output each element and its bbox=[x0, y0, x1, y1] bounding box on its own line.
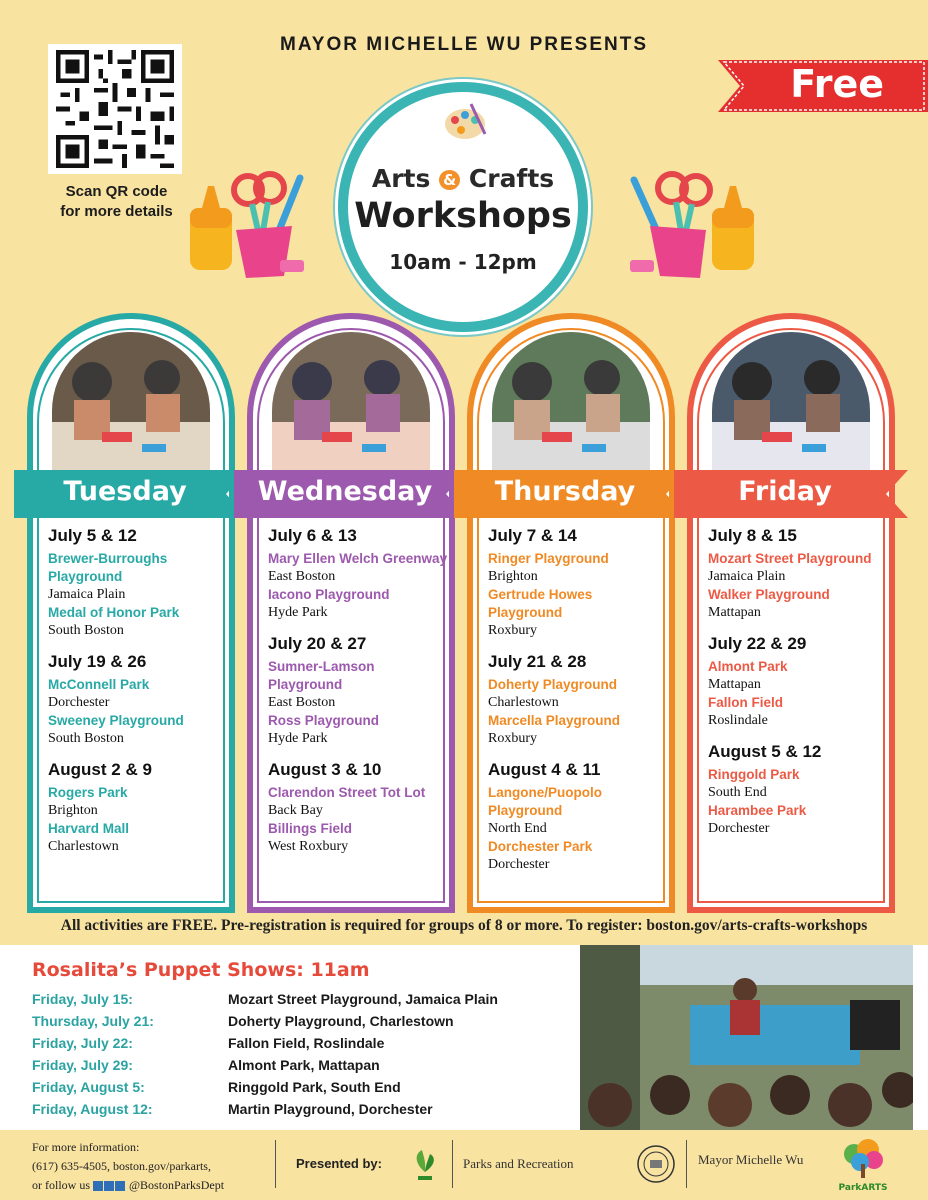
instagram-icon[interactable] bbox=[104, 1181, 114, 1191]
venue-name: Mary Ellen Welch Greenway bbox=[268, 551, 448, 566]
registration-notice: All activities are FREE. Pre-registration is required for groups of 8 or more. To register: boston.gov/arts-crafts-workshops bbox=[60, 917, 868, 934]
puppet-show-place: Martin Playground, Dorchester bbox=[228, 1101, 433, 1117]
badge-arts-text: Arts bbox=[371, 164, 431, 193]
puppet-show-date: Friday, August 5: bbox=[32, 1079, 145, 1095]
date-heading: July 20 & 27 bbox=[268, 634, 367, 653]
puppet-shows-section bbox=[0, 945, 928, 1130]
puppet-show-date: Friday, August 12: bbox=[32, 1101, 153, 1117]
info-line-1: For more information: bbox=[32, 1140, 140, 1154]
venue-name: Medal of Honor Park bbox=[48, 605, 180, 620]
badge-workshops-text: Workshops bbox=[354, 196, 572, 236]
day-column-thursday bbox=[466, 312, 676, 914]
workshop-badge bbox=[338, 82, 588, 332]
neighborhood: Roslindale bbox=[708, 713, 768, 728]
venue-name: Ringgold Park bbox=[708, 767, 800, 782]
workshop-photo bbox=[712, 332, 870, 482]
page-title: MAYOR MICHELLE WU PRESENTS bbox=[280, 34, 648, 55]
neighborhood: Dorchester bbox=[488, 857, 550, 872]
neighborhood: Mattapan bbox=[708, 677, 761, 692]
free-label: Free bbox=[790, 62, 884, 106]
neighborhood: East Boston bbox=[268, 569, 336, 584]
contact-info bbox=[32, 1138, 224, 1195]
date-heading: July 6 & 13 bbox=[268, 526, 357, 545]
neighborhood: Roxbury bbox=[488, 731, 537, 746]
day-column-wednesday bbox=[246, 312, 456, 914]
venue-name: Walker Playground bbox=[708, 587, 830, 602]
neighborhood: East Boston bbox=[268, 695, 336, 710]
neighborhood: Jamaica Plain bbox=[708, 569, 786, 584]
parks-logo-icon bbox=[410, 1144, 440, 1186]
footer bbox=[0, 1130, 928, 1200]
venue-name: Sumner-Lamson Playground bbox=[268, 659, 375, 692]
schedule-list bbox=[708, 526, 890, 838]
qr-code[interactable] bbox=[48, 44, 182, 174]
venue-name: Rogers Park bbox=[48, 785, 128, 800]
puppet-show-date: Friday, July 29: bbox=[32, 1057, 133, 1073]
neighborhood: North End bbox=[488, 821, 547, 836]
puppet-show-place: Almont Park, Mattapan bbox=[228, 1057, 380, 1073]
puppet-show-place: Mozart Street Playground, Jamaica Plain bbox=[228, 991, 498, 1007]
venue-name: Almont Park bbox=[708, 659, 788, 674]
date-heading: August 5 & 12 bbox=[708, 742, 822, 761]
badge-title-arts-crafts bbox=[348, 164, 578, 193]
puppet-show-photo bbox=[580, 945, 913, 1130]
day-column-friday bbox=[686, 312, 896, 914]
neighborhood: Dorchester bbox=[708, 821, 770, 836]
qr-caption bbox=[44, 182, 189, 222]
venue-name: Harvard Mall bbox=[48, 821, 130, 836]
neighborhood: South End bbox=[708, 785, 767, 800]
date-heading: July 22 & 29 bbox=[708, 634, 807, 653]
day-label: Wednesday bbox=[257, 476, 433, 507]
neighborhood: Charlestown bbox=[48, 839, 119, 854]
qr-caption-line2: for more details bbox=[60, 203, 173, 220]
workshop-photo bbox=[52, 332, 210, 482]
date-heading: July 19 & 26 bbox=[48, 652, 147, 671]
day-column-tuesday bbox=[26, 312, 236, 914]
schedule-list bbox=[488, 526, 670, 874]
qr-caption-line1: Scan QR code bbox=[65, 183, 168, 200]
neighborhood: South Boston bbox=[48, 623, 124, 638]
info-line-3 bbox=[32, 1176, 224, 1195]
neighborhood: Mattapan bbox=[708, 605, 761, 620]
neighborhood: Charlestown bbox=[488, 695, 559, 710]
divider bbox=[686, 1140, 687, 1188]
palette-icon bbox=[441, 100, 491, 142]
date-heading: August 4 & 11 bbox=[488, 760, 601, 779]
parkarts-logo bbox=[838, 1138, 888, 1194]
venue-name: Fallon Field bbox=[708, 695, 784, 710]
venue-name: Sweeney Playground bbox=[48, 713, 184, 728]
venue-name: Gertrude Howes Playground bbox=[488, 587, 593, 620]
twitter-icon[interactable] bbox=[115, 1181, 125, 1191]
venue-name: Harambee Park bbox=[708, 803, 807, 818]
craft-supplies-right-icon bbox=[620, 168, 765, 283]
day-label: Friday bbox=[738, 476, 832, 507]
day-label: Tuesday bbox=[63, 476, 187, 507]
divider bbox=[275, 1140, 276, 1188]
badge-ampersand: & bbox=[439, 170, 460, 190]
neighborhood: Dorchester bbox=[48, 695, 110, 710]
venue-name: Ringer Playground bbox=[488, 551, 609, 566]
date-heading: July 7 & 14 bbox=[488, 526, 577, 545]
day-label: Thursday bbox=[494, 476, 636, 507]
badge-time: 10am - 12pm bbox=[389, 250, 537, 274]
presented-by-label: Presented by: bbox=[296, 1156, 382, 1171]
puppet-show-place: Doherty Playground, Charlestown bbox=[228, 1013, 454, 1029]
neighborhood: West Roxbury bbox=[268, 839, 349, 854]
puppet-show-date: Friday, July 22: bbox=[32, 1035, 133, 1051]
facebook-icon[interactable] bbox=[93, 1181, 103, 1191]
parks-recreation-label: Parks and Recreation bbox=[463, 1156, 574, 1171]
parkarts-tree-icon bbox=[838, 1138, 888, 1178]
city-seal-icon bbox=[636, 1144, 676, 1184]
neighborhood: Hyde Park bbox=[268, 605, 328, 620]
schedule-list bbox=[48, 526, 230, 856]
mayor-label: Mayor Michelle Wu bbox=[698, 1152, 804, 1167]
venue-name: McConnell Park bbox=[48, 677, 150, 692]
neighborhood: Brighton bbox=[488, 569, 538, 584]
date-heading: August 2 & 9 bbox=[48, 760, 152, 779]
follow-us-text: or follow us bbox=[32, 1178, 90, 1192]
venue-name: Mozart Street Playground bbox=[708, 551, 872, 566]
venue-name: Iacono Playground bbox=[268, 587, 390, 602]
craft-supplies-left-icon bbox=[180, 168, 325, 283]
venue-name: Langone/Puopolo Playground bbox=[488, 785, 602, 818]
badge-crafts-text: Crafts bbox=[468, 164, 555, 193]
neighborhood: Back Bay bbox=[268, 803, 323, 818]
date-heading: July 5 & 12 bbox=[48, 526, 137, 545]
venue-name: Brewer-Burroughs Playground bbox=[48, 551, 168, 584]
venue-name: Ross Playground bbox=[268, 713, 380, 728]
puppet-show-date: Thursday, July 21: bbox=[32, 1013, 154, 1029]
puppet-show-place: Ringgold Park, South End bbox=[228, 1079, 401, 1095]
workshop-photo bbox=[272, 332, 430, 482]
neighborhood: Brighton bbox=[48, 803, 98, 818]
date-heading: July 8 & 15 bbox=[708, 526, 797, 545]
neighborhood: South Boston bbox=[48, 731, 124, 746]
venue-name: Marcella Playground bbox=[488, 713, 621, 728]
schedule-list bbox=[268, 526, 450, 856]
venue-name: Clarendon Street Tot Lot bbox=[268, 785, 426, 800]
date-heading: July 21 & 28 bbox=[488, 652, 587, 671]
divider bbox=[452, 1140, 453, 1188]
info-line-2: (617) 635-4505, boston.gov/parkarts, bbox=[32, 1159, 211, 1173]
puppet-show-date: Friday, July 15: bbox=[32, 991, 133, 1007]
qr-code-icon bbox=[54, 50, 176, 168]
venue-name: Dorchester Park bbox=[488, 839, 593, 854]
neighborhood: Jamaica Plain bbox=[48, 587, 126, 602]
neighborhood: Roxbury bbox=[488, 623, 537, 638]
social-handle[interactable]: @BostonParksDept bbox=[129, 1178, 225, 1192]
workshop-photo bbox=[492, 332, 650, 482]
date-heading: August 3 & 10 bbox=[268, 760, 382, 779]
venue-name: Billings Field bbox=[268, 821, 353, 836]
parkarts-logo-text: ParkARTS bbox=[838, 1183, 888, 1193]
venue-name: Doherty Playground bbox=[488, 677, 618, 692]
puppet-show-place: Fallon Field, Roslindale bbox=[228, 1035, 385, 1051]
neighborhood: Hyde Park bbox=[268, 731, 328, 746]
puppet-title: Rosalita’s Puppet Shows: 11am bbox=[32, 959, 370, 981]
